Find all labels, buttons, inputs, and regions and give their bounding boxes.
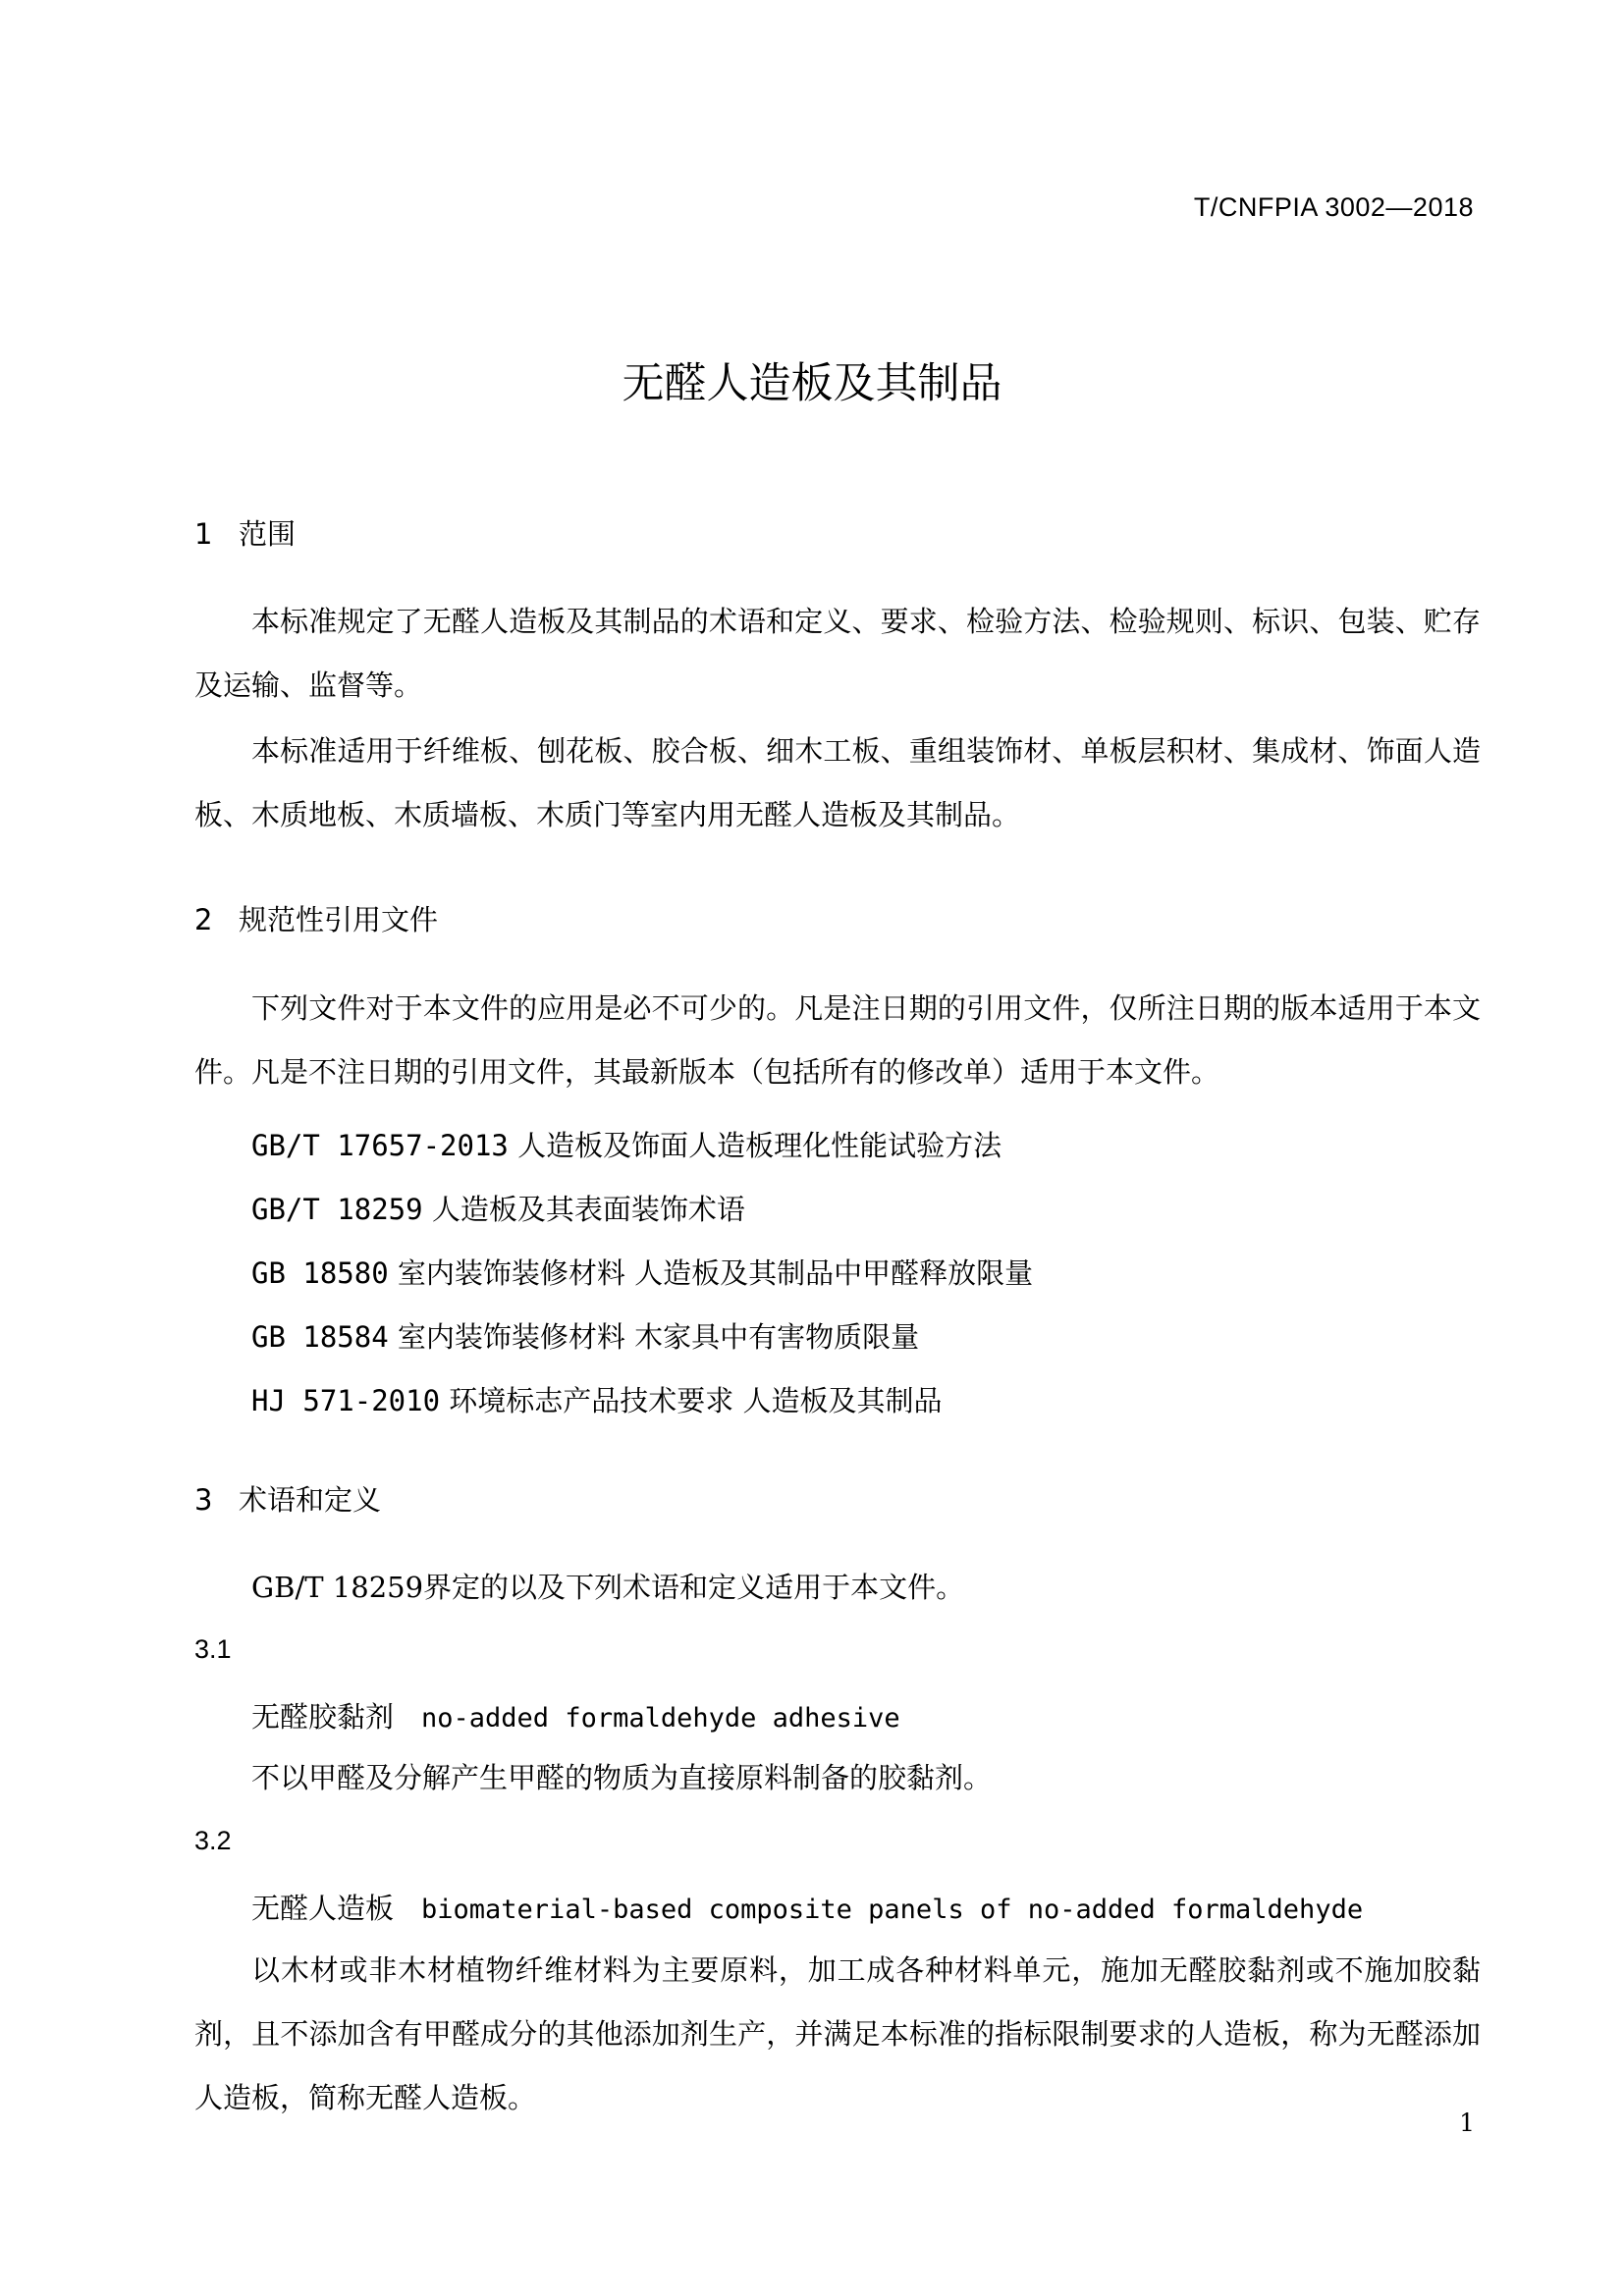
reference-item	[251, 1252, 1033, 1292]
references-intro-paragraph: 下列文件对于本文件的应用是必不可少的。凡是注日期的引用文件，仅所注日期的版本适用于本文件。凡是不注日期的引用文件，其最新版本（包括所有的修改单）适用于本文件。	[194, 991, 1481, 1089]
reference-title: 环境标志产品技术要求 人造板及其制品	[449, 1384, 943, 1417]
term-entry	[251, 1695, 900, 1735]
term-english: biomaterial-based composite panels of no-added formaldehyde	[421, 1895, 1364, 1925]
reference-title: 人造板及其表面装饰术语	[431, 1193, 745, 1226]
reference-item	[251, 1379, 943, 1419]
section-number: 2	[194, 903, 213, 936]
section-heading-scope	[194, 512, 296, 553]
section-heading-normative-references	[194, 898, 438, 938]
section-number: 3	[194, 1483, 213, 1517]
reference-title: 室内装饰装修材料 木家具中有害物质限量	[397, 1320, 920, 1354]
reference-title: 人造板及饰面人造板理化性能试验方法	[517, 1129, 1002, 1162]
section-title: 规范性引用文件	[239, 903, 439, 936]
document-title: 无醛人造板及其制品	[622, 359, 1002, 408]
term-number: 3.2	[194, 1826, 232, 1855]
terms-intro-paragraph: GB/T 18259界定的以及下列术语和定义适用于本文件。	[251, 1571, 965, 1604]
term-english: no-added formaldehyde adhesive	[421, 1703, 900, 1734]
reference-item	[251, 1124, 1001, 1164]
section-number: 1	[194, 517, 213, 551]
section-title: 术语和定义	[239, 1483, 382, 1517]
reference-code: GB/T 17657-2013	[251, 1129, 509, 1162]
term-entry	[251, 1887, 1363, 1927]
term-chinese: 无醛人造板	[251, 1892, 395, 1925]
reference-code: GB/T 18259	[251, 1193, 423, 1226]
term-definition: 以木材或非木材植物纤维材料为主要原料，加工成各种材料单元，施加无醛胶黏剂或不施加胶黏剂，且不添加含有甲醛成分的其他添加剂生产，并满足本标准的指标限制要求的人造板，称为无醛添加人造板，简称无醛人造板。	[194, 1953, 1481, 2114]
term-definition: 不以甲醛及分解产生甲醛的物质为直接原料制备的胶黏剂。	[251, 1761, 993, 1794]
scope-paragraph-2: 本标准适用于纤维板、刨花板、胶合板、细木工板、重组装饰材、单板层积材、集成材、饰面人造板、木质地板、木质墙板、木质门等室内用无醛人造板及其制品。	[194, 734, 1481, 831]
section-title: 范围	[239, 517, 297, 551]
term-number: 3.1	[194, 1634, 232, 1664]
reference-title: 室内装饰装修材料 人造板及其制品中甲醛释放限量	[397, 1256, 1034, 1290]
reference-item	[251, 1188, 745, 1228]
scope-paragraph-1: 本标准规定了无醛人造板及其制品的术语和定义、要求、检验方法、检验规则、标识、包装、贮存及运输、监督等。	[194, 605, 1481, 702]
page-number: 1	[1459, 2109, 1475, 2137]
reference-code: HJ 571-2010	[251, 1384, 441, 1417]
term-chinese: 无醛胶黏剂	[251, 1700, 395, 1734]
reference-code: GB 18584	[251, 1320, 389, 1354]
reference-code: GB 18580	[251, 1256, 389, 1290]
reference-item	[251, 1315, 919, 1356]
section-heading-terms-definitions	[194, 1478, 381, 1519]
standard-code: T/CNFPIA 3002—2018	[1193, 192, 1474, 222]
